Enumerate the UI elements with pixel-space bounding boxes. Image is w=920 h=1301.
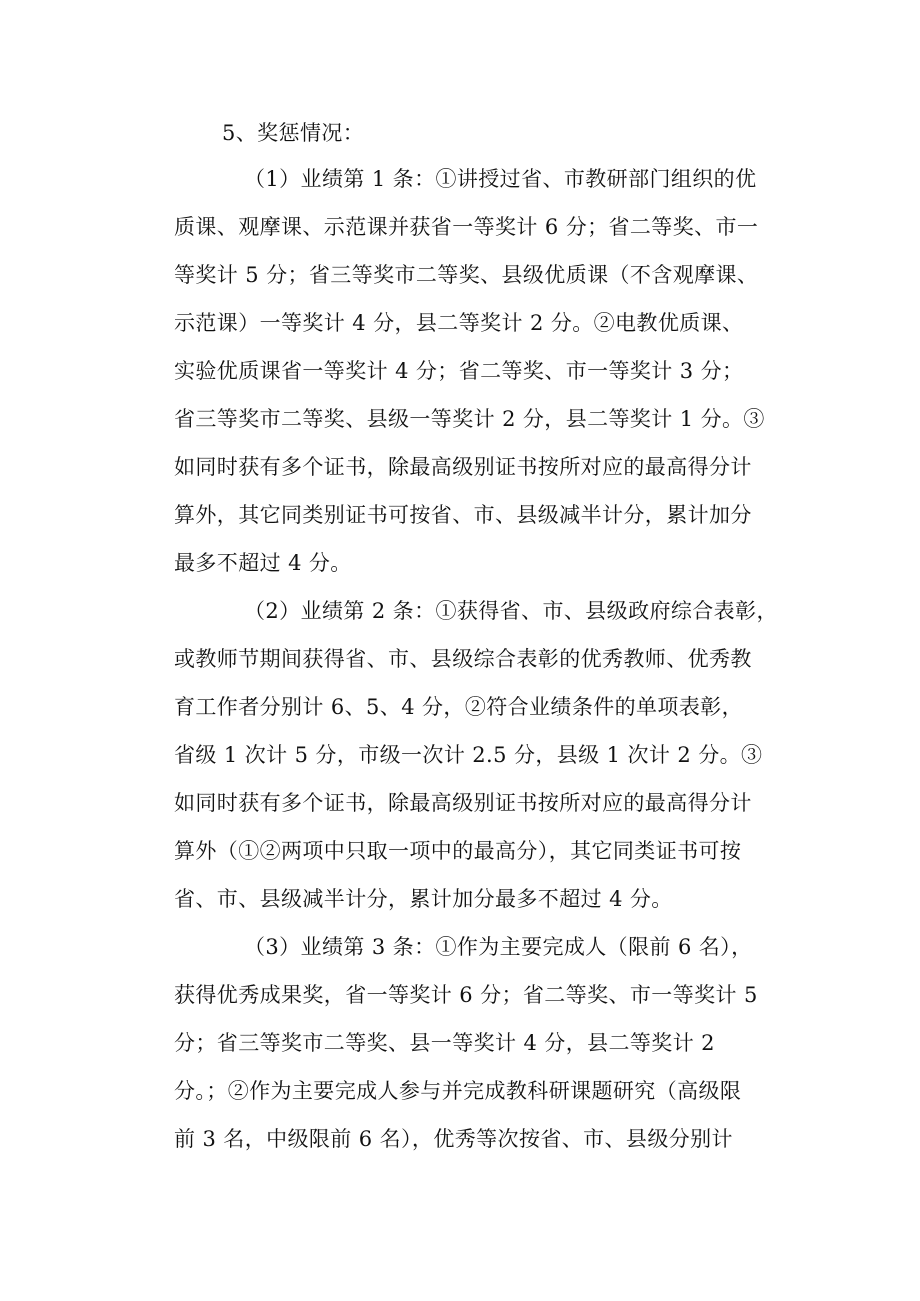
paragraph-line: （3）业绩第 3 条：①作为主要完成人（限前 6 名）， [244, 935, 753, 959]
paragraph-line: 如同时获有多个证书，除最高级别证书按所对应的最高得分计 [174, 455, 752, 479]
paragraph-line: 或教师节期间获得省、市、县级综合表彰的优秀教师、优秀教 [174, 647, 752, 671]
paragraph-line: 省、市、县级减半计分，累计加分最多不超过 4 分。 [174, 887, 673, 911]
paragraph-line: 育工作者分别计 6、5、4 分，②符合业绩条件的单项表彰， [174, 695, 744, 719]
paragraph-line: （1）业绩第 1 条：①讲授过省、市教研部门组织的优 [244, 167, 757, 191]
paragraph-line: 如同时获有多个证书，除最高级别证书按所对应的最高得分计 [174, 791, 752, 815]
paragraph-line: 分。；②作为主要完成人参与并完成教科研课题研究（高级限 [174, 1079, 742, 1103]
paragraph-line: 获得优秀成果奖，省一等奖计 6 分；省二等奖、市一等奖计 5 [174, 983, 758, 1007]
section-heading: 5、奖惩情况： [222, 121, 365, 145]
paragraph-line: 最多不超过 4 分。 [174, 551, 352, 575]
paragraph-line: 实验优质课省一等奖计 4 分；省二等奖、市一等奖计 3 分； [174, 359, 744, 383]
paragraph-line: 算外（①②两项中只取一项中的最高分），其它同类证书可按 [174, 839, 742, 863]
paragraph-line: 前 3 名，中级限前 6 名），优秀等次按省、市、县级分别计 [174, 1127, 733, 1151]
paragraph-line: 质课、观摩课、示范课并获省一等奖计 6 分；省二等奖、市一 [174, 215, 759, 239]
paragraph-line: （2）业绩第 2 条：①获得省、市、县级政府综合表彰， [244, 599, 778, 623]
paragraph-line: 省级 1 次计 5 分，市级一次计 2.5 分，县级 1 次计 2 分。③ [174, 743, 763, 767]
paragraph-line: 分；省三等奖市二等奖、县一等奖计 4 分，县二等奖计 2 [174, 1031, 715, 1055]
paragraph-line: 省三等奖市二等奖、县级一等奖计 2 分，县二等奖计 1 分。③ [174, 407, 765, 431]
paragraph-line: 等奖计 5 分；省三等奖市二等奖、县级优质课（不含观摩课、 [174, 263, 759, 287]
paragraph-line: 示范课）一等奖计 4 分，县二等奖计 2 分。②电教优质课、 [174, 311, 744, 335]
paragraph-line: 算外，其它同类别证书可按省、市、县级减半计分，累计加分 [174, 503, 752, 527]
